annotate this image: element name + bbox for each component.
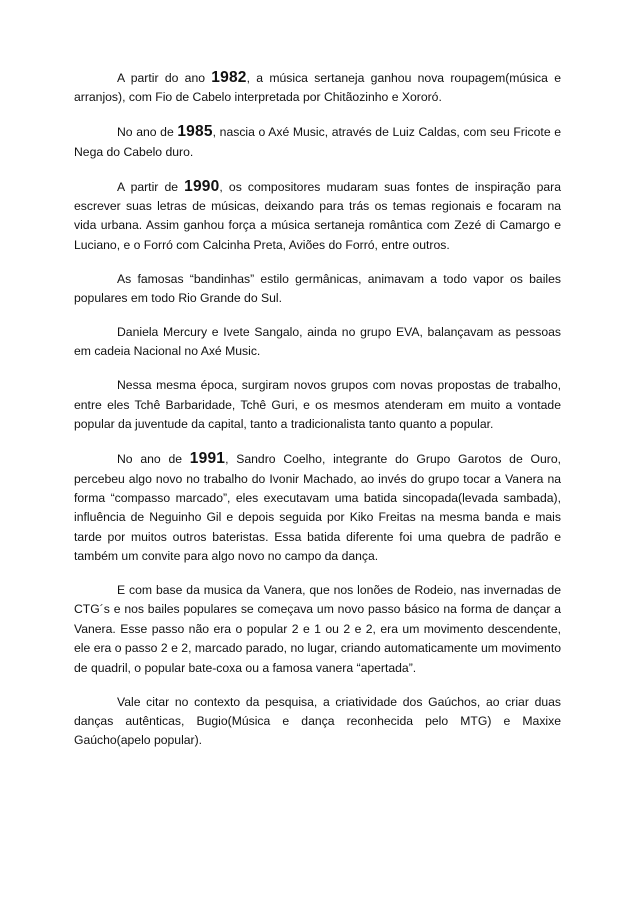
document-page: [74, 68, 561, 765]
paragraph-text: No ano de: [117, 452, 190, 467]
paragraph-1982: [74, 68, 561, 108]
paragraph-gauchos: Vale citar no contexto da pesquisa, a criatividade dos Gaúchos, ao criar duas danças autênticas, Bugio(Música e dança reconhecida pelo MTG) e Maxixe Gaúcho(apelo popular).: [74, 694, 561, 748]
paragraph-text: , os compositores mudaram suas fontes de inspiração para escrever suas letras de músicas, deixando para trás os temas regionais e focaram na vida urbana. Assim ganhou força a música sertaneja romântica com Zezé di Camargo e Luciano, e o Forró com Calcinha Preta, Aviões do Forró, entre outros.: [74, 179, 561, 252]
paragraph-daniela-mercury: Daniela Mercury e Ivete Sangalo, ainda no grupo EVA, balançavam as pessoas em cadeia Nacional no Axé Music.: [74, 325, 561, 359]
paragraph-1991: [74, 449, 561, 566]
paragraph-vanera: E com base da musica da Vanera, que nos lonões de Rodeio, nas invernadas de CTG´s e nos bailes populares se começava um novo passo básico na forma de dançar a Vanera. Esse passo não era o popular 2 e 1 ou 2 e 2, era um movimento descendente, ele era o passo 2 e 2, marcado parado, no lugar, criando automaticamente um movimento de quadril, o popular bate-coxa ou a famosa vanera “apertada”.: [74, 583, 561, 675]
paragraph-text: , Sandro Coelho, integrante do Grupo Garotos de Ouro, percebeu algo novo no trabalho do Ivonir Machado, ao invés do grupo tocar a Vanera na forma “compasso marcado”, eles executavam uma batida sincopada(levada sambada), influência de Neguinho Gil e depois seguida por Kiko Freitas na mesma banda e mais tarde por muitos outros bateristas. Essa batida diferente foi uma quebra de padrão e também um convite para algo novo no campo da dança.: [74, 452, 561, 564]
year-highlight: 1991: [189, 450, 226, 468]
paragraph-bandinhas: As famosas “bandinhas” estilo germânicas, animavam a todo vapor os bailes populares em todo Rio Grande do Sul.: [74, 271, 561, 306]
paragraph-text: A partir de: [117, 179, 185, 194]
year-highlight: 1990: [184, 177, 220, 195]
year-highlight: 1985: [177, 123, 213, 141]
year-highlight: 1982: [211, 69, 247, 86]
paragraph-1990: [74, 177, 561, 256]
paragraph-text: , nascia o Axé Music, através de Luiz Caldas, com seu Fricote e Nega do Cabelo duro.: [74, 125, 561, 159]
paragraph-text: A partir do ano: [117, 71, 212, 85]
paragraph-text: , a música sertaneja ganhou nova roupagem(música e arranjos), com Fio de Cabelo interpretada por Chitãozinho e Xororó.: [74, 71, 561, 105]
paragraph-text: No ano de: [117, 125, 178, 140]
paragraph-novos-grupos: Nessa mesma época, surgiram novos grupos com novas propostas de trabalho, entre eles Tchê Barbaridade, Tchê Guri, e os mesmos atenderam em muito a vontade popular da juventude da capital, tanto a tradicionalista tanto quanto a popular.: [74, 378, 561, 432]
paragraph-1985: [74, 122, 561, 162]
